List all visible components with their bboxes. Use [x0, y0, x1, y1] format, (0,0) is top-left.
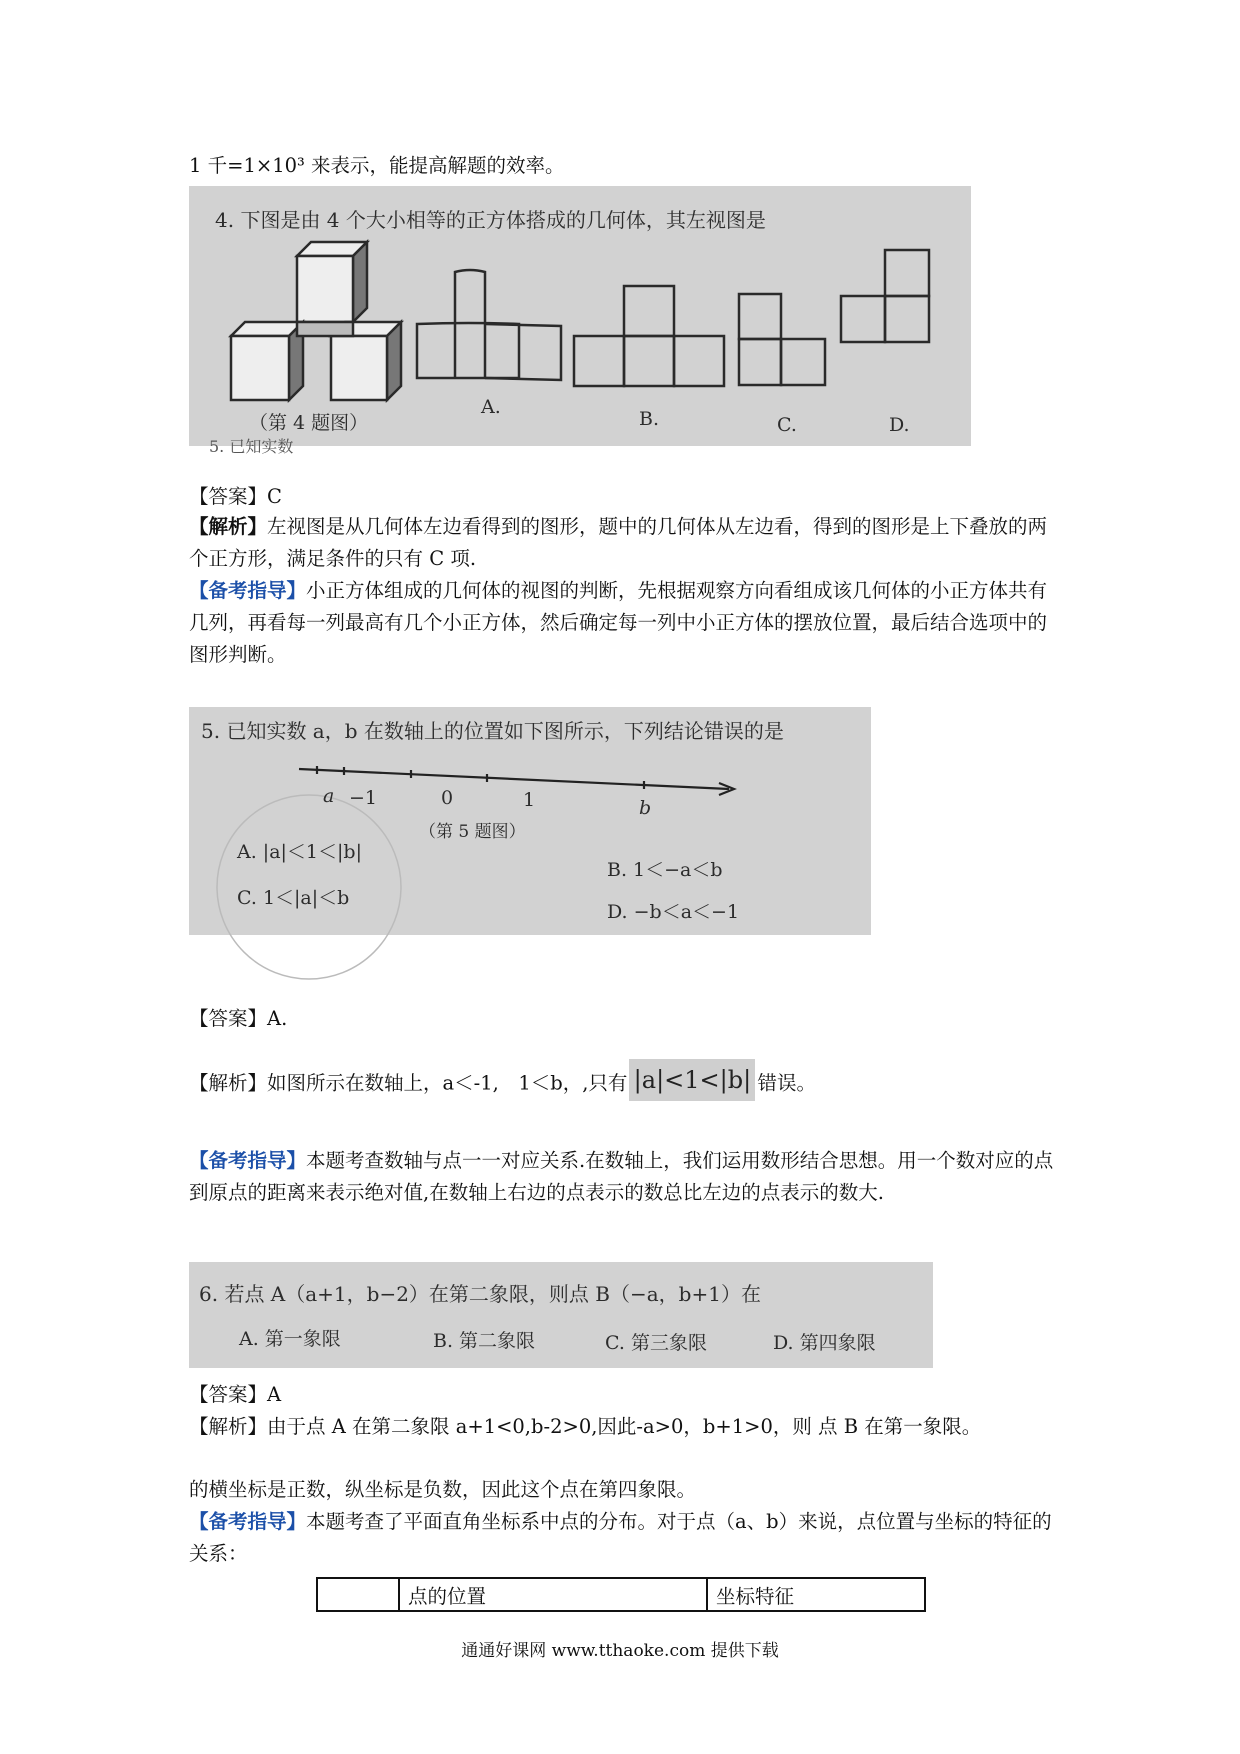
q5-label-0: 0 — [441, 787, 454, 809]
q5-label-a: a — [323, 785, 335, 807]
intro-line: 1 千=1×10³ 来表示，能提高解题的效率。 — [189, 154, 565, 177]
table-header-cell: 坐标特征 — [707, 1578, 925, 1611]
q4-option-c-figure — [739, 294, 825, 385]
question-6-image — [189, 1262, 933, 1368]
q4-cube-figure — [231, 242, 401, 400]
q4-option-a-label: A. — [481, 396, 501, 418]
q4-option-a-figure — [417, 270, 561, 380]
q4-option-c-label: C. — [777, 414, 797, 436]
q4-guide: 【备考指导】小正方体组成的几何体的视图的判断，先根据观察方向看组成该几何体的小正方体共有几列，再看每一列最高有几个小正方体，然后确定每一列中小正方体的摆放位置，最后结合选项中的图形判断。 — [189, 579, 1048, 666]
q5-question: 5. 已知实数 a，b 在数轴上的位置如下图所示，下列结论错误的是 — [201, 719, 784, 743]
q4-option-b-figure — [574, 286, 724, 386]
q5-label-b: b — [639, 797, 652, 819]
table-row — [317, 1578, 925, 1611]
q4-option-d-figure — [841, 250, 929, 342]
q5-inline-formula-image: |a|<1<|b| — [629, 1059, 755, 1101]
q6-option-c: C. 第三象限 — [605, 1332, 707, 1354]
q4-option-b-label: B. — [639, 408, 660, 430]
q6-analysis: 【解析】由于点 A 在第二象限 a+1<0,b-2>0,因此-a>0，b+1>0，则 点 B 在第一象限。 — [189, 1415, 982, 1438]
q5-option-c: C. 1＜|a|＜b — [237, 887, 350, 909]
q6-answer: 【答案】A — [189, 1383, 282, 1406]
q5-figure-caption: （第 5 题图） — [419, 822, 526, 842]
q6-extra-line: 的横坐标是正数，纵坐标是负数，因此这个点在第四象限。 — [189, 1478, 697, 1501]
q4-question: 4. 下图是由 4 个大小相等的正方体搭成的几何体，其左视图是 — [215, 208, 766, 232]
q6-option-d: D. 第四象限 — [773, 1332, 876, 1354]
table-header-cell: 点的位置 — [399, 1578, 707, 1611]
q4-figures — [189, 186, 971, 446]
q6-option-b: B. 第二象限 — [433, 1330, 536, 1352]
q5-guide: 【备考指导】本题考查数轴与点一一对应关系.在数轴上，我们运用数形结合思想。用一个数对应的点到原点的距离来表示绝对值,在数轴上右边的点表示的数总比左边的点表示的数大. — [189, 1149, 1054, 1204]
q4-option-d-label: D. — [889, 414, 910, 436]
q6-option-a: A. 第一象限 — [239, 1328, 341, 1350]
coordinate-table — [316, 1577, 926, 1612]
q5-option-d: D. −b＜a＜−1 — [607, 901, 740, 923]
q4-partial-next: 5. 已知实数 — [209, 437, 294, 456]
question-5-image — [189, 707, 871, 935]
q5-label-neg1: −1 — [349, 787, 378, 809]
q4-figure-caption: （第 4 题图） — [249, 412, 369, 434]
q5-option-b: B. 1＜−a＜b — [607, 859, 723, 881]
q6-question: 6. 若点 A（a+1，b−2）在第二象限，则点 B（−a，b+1）在 — [199, 1282, 761, 1306]
q5-label-1: 1 — [523, 789, 536, 811]
q5-axis-line — [299, 769, 729, 789]
q6-guide: 【备考指导】本题考查了平面直角坐标系中点的分布。对于点（a、b）来说，点位置与坐标的特征的关系： — [189, 1510, 1052, 1565]
question-4-image — [189, 186, 971, 456]
table-header-cell — [317, 1578, 399, 1611]
q4-answer: 【答案】C — [189, 485, 282, 508]
q5-analysis: 【解析】如图所示在数轴上，a＜-1, 1＜b，,只有 |a|<1<|b| 错误。 — [189, 1063, 816, 1105]
q5-answer: 【答案】A. — [189, 1007, 288, 1030]
q5-option-a: A. |a|＜1＜|b| — [237, 841, 362, 863]
page-footer: 通通好课网 www.tthaoke.com 提供下载 — [461, 1641, 779, 1661]
q4-analysis: 【解析】左视图是从几何体左边看得到的图形，题中的几何体从左边看，得到的图形是上下叠放的两个正方形，满足条件的只有 C 项. — [189, 515, 1048, 570]
